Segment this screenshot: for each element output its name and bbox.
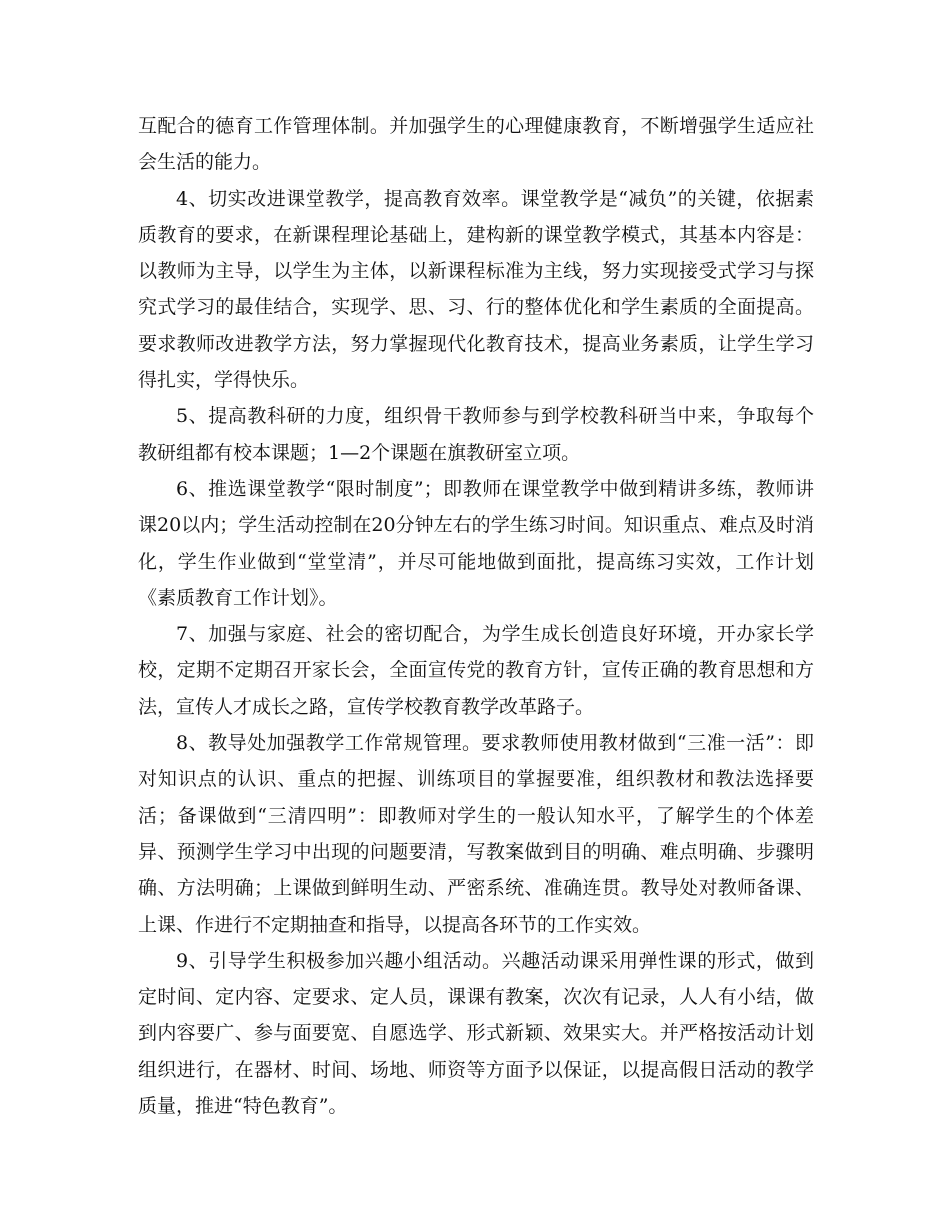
paragraph-item-5: 5、提高教科研的力度，组织骨干教师参与到学校教科研当中来，争取每个教研组都有校本课题；1—2个课题在旗教研室立项。: [138, 405, 814, 464]
paragraph-item-4: 4、切实改进课堂教学，提高教育效率。课堂教学是“减负”的关键，依据素质教育的要求，在新课程理论基础上，建构新的课堂教学模式，其基本内容是：以教师为主导，以学生为主体，以新课程标准为主线，努力实现接受式学习与探究式学习的最佳结合，实现学、思、习、行的整体优化和学生素质的全面提高。要求教师改进教学方法，努力掌握现代化教育技术，提高业务素质，让学生学习得扎实，学得快乐。: [138, 187, 814, 392]
paragraph-item-8: 8、教导处加强教学工作常规管理。要求教师使用教材做到“三准一活”：即对知识点的认识、重点的把握、训练项目的掌握要准，组织教材和教法选择要活；备课做到“三清四明”：即教师对学生的一般认知水平，了解学生的个体差异、预测学生学习中出现的问题要清，写教案做到目的明确、难点明确、步骤明确、方法明确；上课做到鲜明生动、严密系统、准确连贯。教导处对教师备课、上课、作进行不定期抽查和指导，以提高各环节的工作实效。: [138, 732, 814, 936]
paragraph-item-9: 9、引导学生积极参加兴趣小组活动。兴趣活动课采用弹性课的形式，做到定时间、定内容、定要求、定人员，课课有教案，次次有记录，人人有小结，做到内容要广、参与面要宽、自愿选学、形式新颖、效果实大。并严格按活动计划组织进行，在器材、时间、场地、师资等方面予以保证，以提高假日活动的教学质量，推进“特色教育”。: [138, 949, 814, 1118]
paragraph-continuation: 互配合的德育工作管理体制。并加强学生的心理健康教育，不断增强学生适应社会生活的能力。: [138, 115, 814, 174]
paragraph-item-6: 6、推选课堂教学“限时制度”；即教师在课堂教学中做到精讲多练，教师讲课20以内；学生活动控制在20分钟左右的学生练习时间。知识重点、难点及时消化，学生作业做到“堂堂清”，并尽可能地做到面批，提高练习实效，工作计划《素质教育工作计划》。: [138, 477, 814, 609]
paragraph-item-7: 7、加强与家庭、社会的密切配合，为学生成长创造良好环境，开办家长学校，定期不定期召开家长会，全面宣传党的教育方针，宣传正确的教育思想和方法，宣传人才成长之路，宣传学校教育教学改革路子。: [138, 623, 814, 718]
document-page: [138, 108, 814, 1124]
